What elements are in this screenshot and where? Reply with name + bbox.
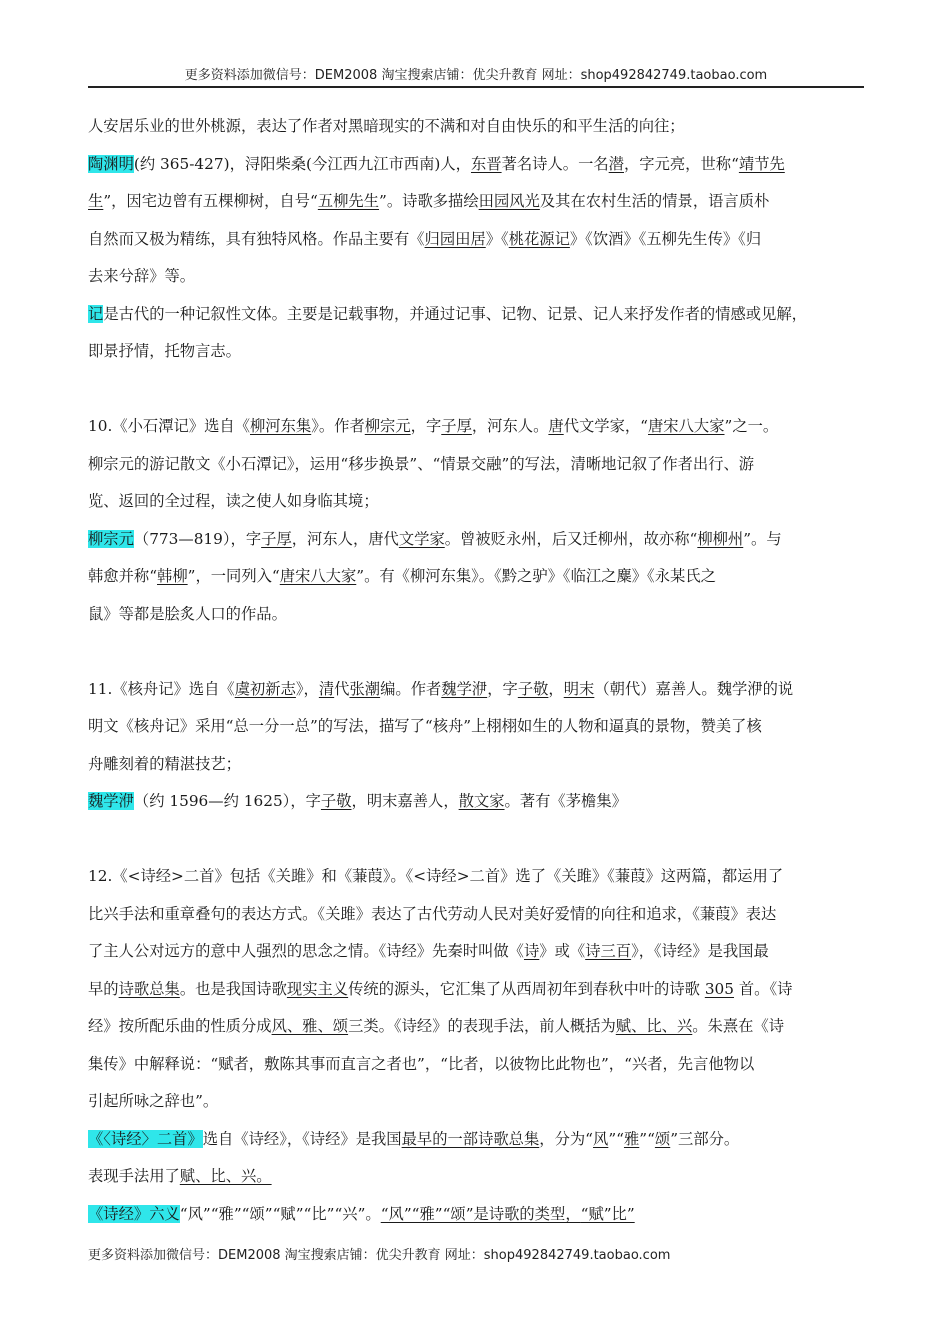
paragraph-line — [88, 521, 868, 559]
paragraph-line — [88, 671, 868, 709]
paragraph-line — [88, 1158, 868, 1196]
text-run: 。朱熹在《诗 — [692, 1017, 785, 1035]
text-run: ， — [548, 679, 564, 698]
paragraph-line: 引起所咏之辞也”。 — [88, 1092, 219, 1110]
text-run: ”“ — [608, 1129, 624, 1148]
underlined-term: 风 — [593, 1129, 609, 1148]
text-run: （朝代）嘉善人。魏学洢的说 — [594, 679, 794, 698]
underlined-term: 潜 — [608, 154, 624, 173]
underlined-term: 生 — [88, 192, 104, 210]
underlined-term: 赋、比、兴。 — [179, 1167, 272, 1185]
text-run: 》。作者 — [311, 417, 365, 435]
underlined-term: 颂 — [654, 1129, 671, 1148]
text-run: ，字 — [487, 679, 518, 698]
underlined-term: 305 — [704, 979, 735, 998]
page-footer: 更多资料添加微信号：DEM2008 淘宝搜索店铺：优尖升教育 网址：shop492842749.taobao.com — [88, 1248, 671, 1263]
text-run: 经》按所配乐曲的性质分成 — [88, 1017, 272, 1035]
underlined-term: 现实主义 — [286, 979, 349, 998]
text-run: 表现手法用了 — [88, 1167, 180, 1185]
paragraph-line — [88, 971, 868, 1009]
text-run: 。也是我国诗歌 — [179, 979, 287, 998]
paragraph-line — [88, 408, 868, 446]
paragraph-line: 舟雕刻着的精湛技艺； — [88, 754, 241, 773]
paragraph-line: 人安居乐业的世外桃源，表达了作者对黑暗现实的不满和对自由快乐的和平生活的向往； — [88, 117, 685, 135]
underlined-term: 诗歌总集 — [118, 979, 180, 998]
paragraph-line: 去来兮辞》等。 — [88, 267, 196, 285]
paragraph-line: 即景抒情，托物言志。 — [88, 342, 241, 360]
underlined-term: 五柳先生 — [317, 192, 380, 210]
text-run: 了主人公对远方的意中人强烈的思念之情。《诗经》先秦时叫做《 — [88, 942, 524, 960]
paragraph-line — [88, 1121, 868, 1159]
underlined-term: 柳河东集 — [250, 417, 312, 435]
paragraph-line: 比兴手法和重章叠句的表达方式。《关雎》表达了古代劳动人民对美好爱情的向往和追求，《蒹葭》表达 — [88, 904, 777, 923]
text-run: 。曾被贬永州，后又迁柳州，故亦称“ — [444, 529, 698, 548]
paragraph-line — [88, 221, 868, 259]
paragraph-line: 明文《核舟记》采用“总一分一总”的写法，描写了“核舟”上栩栩如生的人物和逼真的景物，赞美了核 — [88, 717, 762, 735]
underlined-term: 诗三百 — [585, 942, 632, 960]
underlined-term: “赋”比” — [580, 1204, 635, 1223]
paragraph-line — [88, 1008, 868, 1046]
text-run: （773—819），字 — [133, 529, 262, 548]
highlighted-term: 魏学洢 — [88, 792, 134, 810]
underlined-term: 韩柳 — [157, 567, 188, 585]
paragraph-line — [88, 146, 868, 184]
text-run: 代文学家，“ — [563, 417, 648, 435]
underlined-term: 张潮 — [349, 679, 381, 698]
text-run: 三类。《诗经》的表现手法，前人概括为 — [348, 1017, 616, 1035]
text-run: 代 — [334, 679, 350, 698]
paragraph-line — [88, 933, 868, 971]
underlined-term: 散文家 — [458, 792, 505, 810]
underlined-term: 最早的一部诗歌总集 — [401, 1129, 540, 1148]
text-run: 自然而又极为精练，具有独特风格。作品主要有《 — [88, 229, 425, 248]
underlined-term: 子厚 — [441, 417, 472, 435]
underlined-term: “风”“雅”“颂”是诗歌的类型， — [380, 1204, 581, 1223]
underlined-term: 田园风光 — [478, 192, 540, 210]
paragraph-line — [88, 558, 868, 596]
paragraph-line — [88, 783, 868, 821]
text-run: ，字 — [410, 417, 442, 435]
highlighted-term: 陶渊明 — [88, 154, 134, 173]
text-run: 早的 — [88, 979, 119, 998]
text-run: 》《饮酒》《五柳先生传》《归 — [569, 229, 762, 248]
underlined-term: 虞初新志 — [234, 679, 296, 698]
document-body — [88, 108, 868, 1233]
underlined-term: 柳柳州 — [697, 529, 744, 548]
underlined-term: 清 — [318, 679, 335, 698]
underlined-term: 归园田居 — [424, 229, 486, 248]
text-run: 11.《核舟记》选自《 — [88, 679, 235, 698]
text-run: 著名诗人。一名 — [501, 154, 609, 173]
underlined-term: 魏学洢 — [441, 679, 488, 698]
underlined-term: 雅 — [623, 1129, 640, 1148]
text-run: ”之一。 — [724, 417, 779, 435]
underlined-term: 诗 — [523, 942, 540, 960]
text-run: 韩愈并称“ — [88, 567, 158, 585]
text-run: 及其在农村生活的情景，语言质朴 — [539, 192, 770, 210]
text-run: 10.《小石潭记》选自《 — [88, 417, 250, 435]
paragraph-line — [88, 296, 868, 334]
underlined-term: 唐宋八大家 — [279, 567, 357, 585]
text-run: ”。与 — [743, 529, 782, 548]
paragraph-line — [88, 183, 868, 221]
text-run: 》， — [295, 679, 319, 698]
underlined-term: 子敬 — [517, 679, 549, 698]
text-run: 首。《诗 — [734, 979, 793, 998]
paragraph-line: 览、返回的全过程，读之使人如身临其境； — [88, 492, 379, 510]
text-run: 》《 — [485, 229, 509, 248]
underlined-term: 桃花源记 — [508, 229, 570, 248]
text-run: ”三部分。 — [670, 1129, 740, 1148]
paragraph-line — [88, 1196, 868, 1234]
text-run: ，河东人，唐代 — [291, 529, 399, 548]
paragraph-line: 集传》中解释说：“赋者，敷陈其事而直言之者也”，“比者，以彼物比此物也”，“兴者，先言他物以 — [88, 1054, 755, 1073]
paragraph-line: 柳宗元的游记散文《小石潭记》，运用“移步换景”、“情景交融”的写法，清晰地记叙了作者出行、游 — [88, 454, 755, 473]
underlined-term: 明末 — [563, 679, 595, 698]
text-run: 。著有《茅檐集》 — [504, 792, 627, 810]
highlighted-term: 柳宗元 — [88, 529, 134, 548]
text-run: “风”“雅”“颂”“赋”“比”“兴”。 — [179, 1204, 381, 1223]
highlighted-term: 记 — [88, 304, 104, 323]
paragraph-gap — [88, 633, 868, 671]
text-run: ”，因宅边曾有五棵柳树，自号“ — [103, 192, 318, 210]
text-run: ”。诗歌多描绘 — [379, 192, 479, 210]
paragraph-gap — [88, 821, 868, 859]
underlined-term: 子厚 — [261, 529, 292, 548]
text-run: ”。有《柳河东集》。《黔之驴》《临江之麋》《永某氏之 — [356, 567, 716, 585]
underlined-term: 东晋 — [470, 154, 502, 173]
text-run: （约 1596—约 1625），字 — [133, 792, 321, 810]
text-run: 选自《诗经》，《诗经》是我国 — [202, 1129, 402, 1148]
text-run: ”“ — [639, 1129, 655, 1148]
underlined-term: 风、雅、颂 — [271, 1017, 349, 1035]
paragraph-line: 鼠》等都是脍炙人口的作品。 — [88, 604, 287, 623]
text-run: ”，一同列入“ — [187, 567, 280, 585]
highlighted-term: 《诗经》六义 — [88, 1204, 180, 1223]
underlined-term: 子敬 — [320, 792, 352, 810]
underlined-term: 柳宗元 — [364, 417, 411, 435]
underlined-term: 唐宋八大家 — [648, 417, 725, 435]
text-run: ，明末嘉善人， — [351, 792, 459, 810]
text-run: ，河东人。 — [471, 417, 549, 435]
highlighted-term: 《〈诗经〉二首》 — [88, 1129, 203, 1148]
text-run: 》，《诗经》是我国最 — [631, 942, 769, 960]
underlined-term: 赋、比、兴 — [615, 1017, 693, 1035]
page-header: 更多资料添加微信号：DEM2008 淘宝搜索店铺：优尖升教育 网址：shop492842749.taobao.com — [88, 66, 864, 88]
text-run: 编。作者 — [380, 679, 442, 698]
text-run: ，字元亮，世称“ — [623, 154, 739, 173]
underlined-term: 文学家 — [398, 529, 445, 548]
paragraph-gap — [88, 371, 868, 409]
text-run: (约 365-427)，浔阳柴桑(今江西九江市西南)人， — [133, 154, 471, 173]
underlined-term: 靖节先 — [738, 154, 785, 173]
text-run: ，分为“ — [539, 1129, 593, 1148]
text-run: 是古代的一种记叙性文体。主要是记载事物，并通过记事、记物、记景、记人来抒发作者的情感或见解， — [103, 304, 807, 323]
paragraph-line: 12.《<诗经>二首》包括《关雎》和《蒹葭》。《<诗经>二首》选了《关雎》《蒹葭》这两篇，都运用了 — [88, 867, 784, 885]
underlined-term: 唐 — [548, 417, 564, 435]
text-run: 传统的源头，它汇集了从西周初年到春秋中叶的诗歌 — [348, 979, 705, 998]
text-run: 》或《 — [539, 942, 586, 960]
